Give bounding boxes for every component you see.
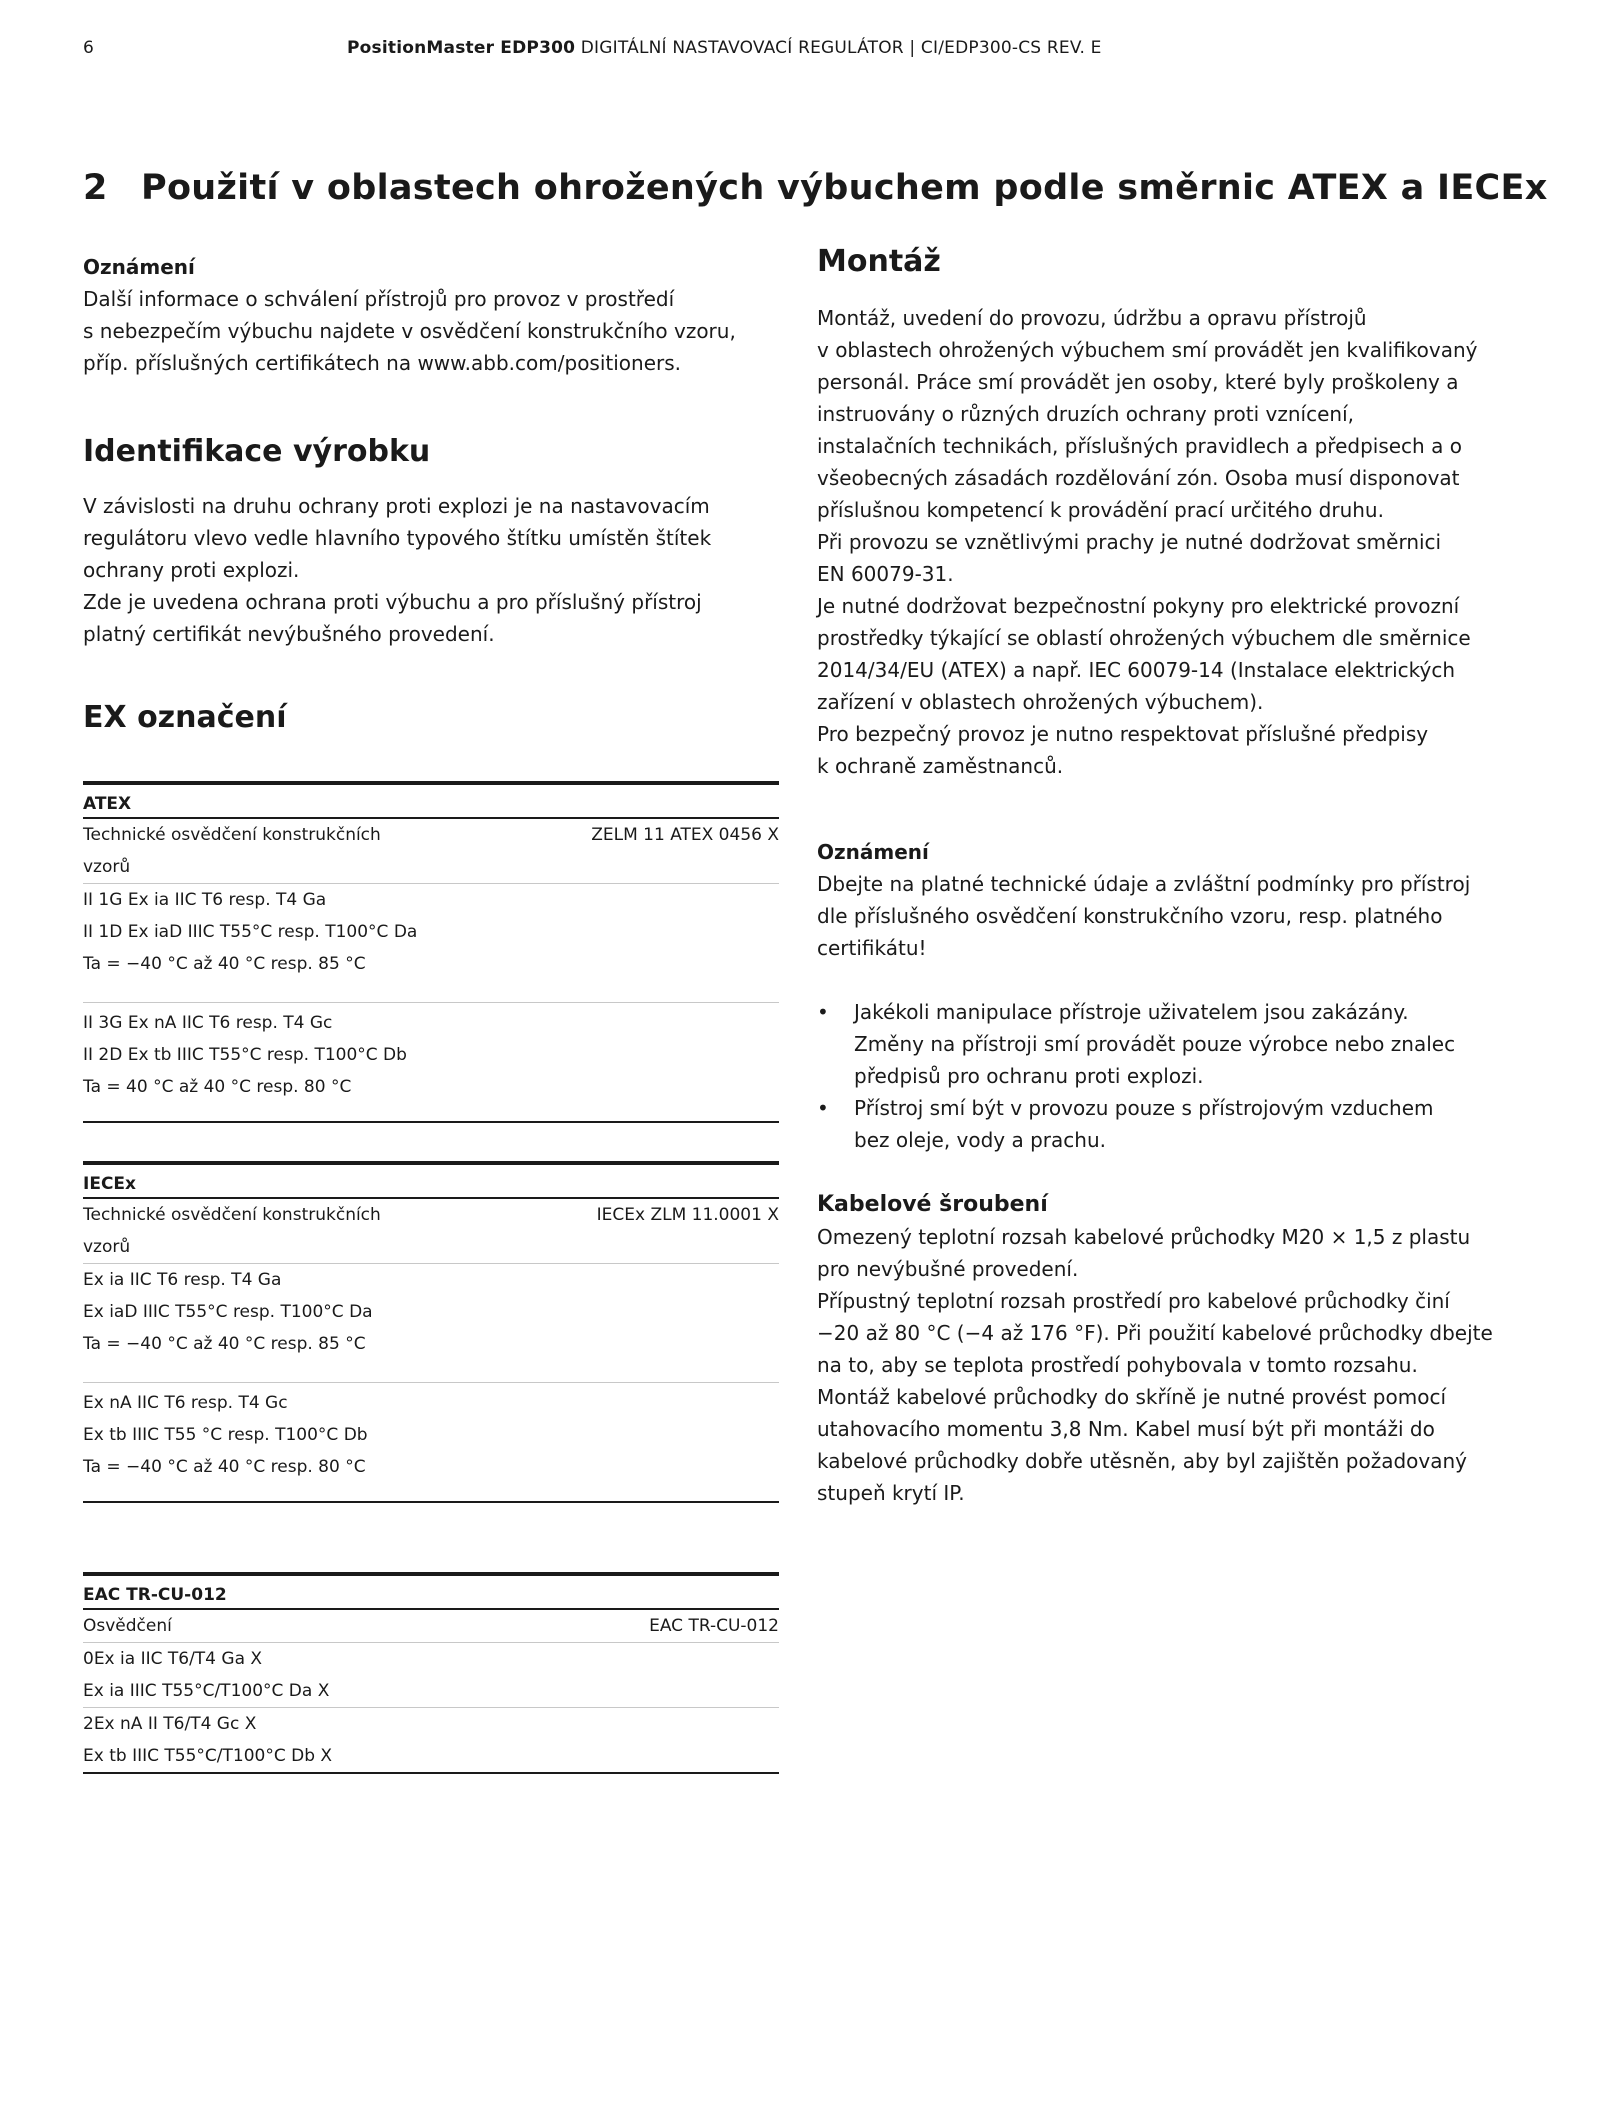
iecex-cert-label: Technické osvědčení konstrukčních vzorů [83,1198,515,1264]
ex-heading-wrap [83,698,779,738]
iecex-table [83,1161,779,1503]
eac-group-1: 0Ex ia IIC T6/T4 Ga X Ex ia IIIC T55°C/T100°C Da X [83,1643,779,1708]
iecex-title: IECEx [83,1165,779,1198]
eac-cert-label: Osvědčení [83,1609,366,1643]
iecex-group-2: Ex nA IIC T6 resp. T4 Gc Ex tb IIIC T55 °C resp. T100°C Db Ta = −40 °C až 40 °C resp. 80 °C [83,1383,779,1503]
page-header [83,38,1523,62]
atex-table-wrap [83,781,779,1123]
atex-title: ATEX [83,785,779,818]
atex-group-1: II 1G Ex ia IIC T6 resp. T4 Ga II 1D Ex iaD IIIC T55°C resp. T100°C Da Ta = −40 °C až 40 °C resp. 85 °C [83,884,779,1003]
product-id-heading: Identifikace výrobku [83,434,431,469]
bullet-text: Přístroj smí být v provozu pouze s přístrojovým vzduchem bez oleje, vody a prachu. [854,1096,1434,1152]
atex-cert-value: ZELM 11 ATEX 0456 X [510,818,779,884]
bullet-marker: • [817,1000,829,1024]
running-title [347,38,1102,58]
iecex-table-wrap [83,1161,779,1503]
bullet-text: Jakékoli manipulace přístroje uživatelem jsou zakázány. Změny na přístroji smí provádět pouze výrobce nebo znalec předpisů pro ochranu proti explozi. [854,1000,1456,1088]
atex-table [83,781,779,1123]
product-name: PositionMaster EDP300 [347,38,576,58]
eac-cert-value: EAC TR-CU-012 [366,1609,779,1643]
atex-group-2: II 3G Ex nA IIC T6 resp. T4 Gc II 2D Ex tb IIIC T55°C resp. T100°C Db Ta = 40 °C až 40 °C resp. 80 °C [83,1003,779,1123]
right-notice [817,836,1517,964]
notice-title-right: Oznámení [817,840,929,864]
document-title: DIGITÁLNÍ NASTAVOVACÍ REGULÁTOR | CI/EDP300-CS REV. E [575,38,1102,58]
bullet-item [817,1092,1517,1156]
chapter-number: 2 [83,168,108,208]
ex-heading: EX označení [83,700,287,735]
iecex-group-1: Ex ia IIC T6 resp. T4 Ga Ex iaD IIIC T55°C resp. T100°C Da Ta = −40 °C až 40 °C resp. 85 °C [83,1264,779,1383]
notice-text-right: Dbejte na platné technické údaje a zvláštní podmínky pro přístroj dle příslušného osvědčení konstrukčního vzoru, resp. platného certifikátu! [817,872,1471,960]
atex-cert-label: Technické osvědčení konstrukčních vzorů [83,818,510,884]
left-notice [83,251,779,379]
bullet-list [817,996,1517,1156]
product-id-section [83,432,779,650]
cable-section [817,1189,1517,1509]
mounting-text: Montáž, uvedení do provozu, údržbu a opravu přístrojů v oblastech ohrožených výbuchem smí provádět jen kvalifikovaný personál. Práce smí provádět jen osoby, které byly proškoleny a instruovány o různých druzích ochrany proti vznícení, instalačních technikách, příslušných pravidlech a předpisech a o všeobecných zásadách rozdělování zón. Osoba musí disponovat příslušnou kompetencí k provádění prací určitého druhu. Při provozu se vznětlivými prachy je nutné dodržovat směrnici EN 60079-31. Je nutné dodržovat bezpečnostní pokyny pro elektrické provozní prostředky týkající se oblastí ohrožených výbuchem dle směrnice 2014/34/EU (ATEX) a např. IEC 60079-14 (Instalace elektrických zařízení v oblastech ohrožených výbuchem). Pro bezpečný provoz je nutno respektovat příslušné předpisy k ochraně zaměstnanců. [817,306,1478,778]
cable-text: Omezený teplotní rozsah kabelové průchodky M20 × 1,5 z plastu pro nevýbušné provedení. Přípustný teplotní rozsah prostředí pro kabelové průchodky činí −20 až 80 °C (−4 až 176 °F). Při použití kabelové průchodky dbejte na to, aby se teplota prostředí pohybovala v tomto rozsahu. Montáž kabelové průchodky do skříně je nutné provést pomocí utahovacího momentu 3,8 Nm. Kabel musí být při montáži do kabelové průchodky dobře utěsněn, aby byl zajištěn požadovaný stupeň krytí IP. [817,1225,1493,1505]
mounting-heading: Montáž [817,244,941,279]
notice-text: Další informace o schválení přístrojů pro provoz v prostředí s nebezpečím výbuchu najdete v osvědčení konstrukčního vzoru, příp. příslušných certifikátech na www.abb.com/positioners. [83,287,736,375]
warning-bullets [817,996,1517,1156]
chapter-heading [83,168,1548,208]
bullet-marker: • [817,1096,829,1120]
eac-table-wrap [83,1572,779,1774]
page-number: 6 [83,38,94,58]
product-id-text: V závislosti na druhu ochrany proti explozi je na nastavovacím regulátoru vlevo vedle hlavního typového štítku umístěn štítek ochrany proti explozi. Zde je uvedena ochrana proti výbuchu a pro příslušný přístroj platný certifikát nevýbušného provedení. [83,494,712,646]
eac-group-2: 2Ex nA II T6/T4 Gc X Ex tb IIIC T55°C/T100°C Db X [83,1708,779,1774]
chapter-title: Použití v oblastech ohrožených výbuchem podle směrnic ATEX a IECEx [141,168,1548,208]
mounting-section [817,242,1517,782]
bullet-item [817,996,1517,1092]
iecex-cert-value: IECEx ZLM 11.0001 X [515,1198,779,1264]
eac-title: EAC TR-CU-012 [83,1576,779,1609]
cable-heading: Kabelové šroubení [817,1192,1048,1217]
eac-table [83,1572,779,1774]
notice-title: Oznámení [83,255,195,279]
